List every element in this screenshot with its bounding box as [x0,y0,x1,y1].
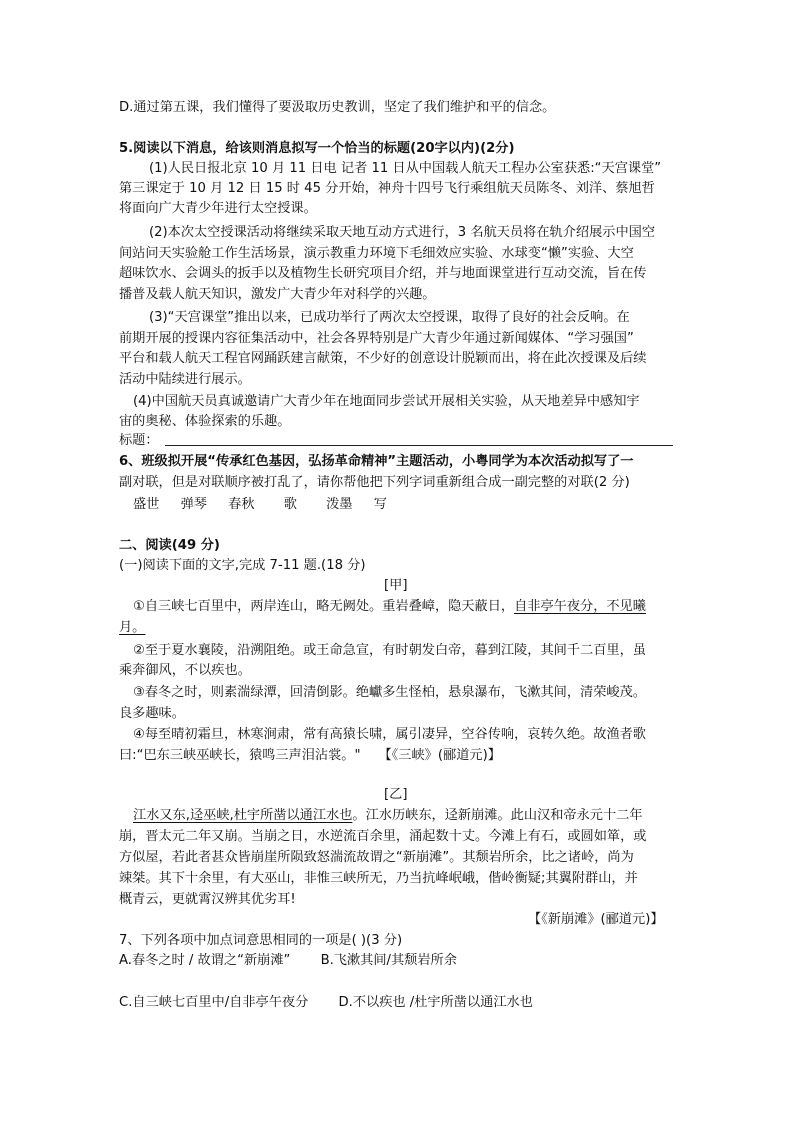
q5-title-label: 标题： [119,433,159,448]
q5-prompt: 5.阅读以下消息，给该则消息拟写一个恰当的标题(20字以内)(2分) [119,141,515,156]
passage-yi-line: 方似屋，若此者甚众皆崩崖所陨致怒湍流故谓之“新崩滩”。其颓岩所余，比之诸岭，尚为 [119,850,634,865]
q4-option-d: D.通过第五课，我们懂得了要汲取历史教训，坚定了我们维护和平的信念。 [119,100,556,115]
passage-yi-source: 【《新崩滩》(郦道元)】 [528,912,664,927]
passage-jia-source: 【《三峡》(郦道元)】 [378,748,501,763]
q5-p1-line: (1)人民日报北京 10 月 11 日电 记者 11 日从中国载人航天工程办公室获悉:“天宫课堂” [149,161,662,176]
q5-p4-line: (4)中国航天员真诚邀请广大青少年在地面同步尝试开展相关实验，从天地差异中感知宇 [133,394,640,409]
section-subheading: (一)阅读下面的文字,完成 7-11 题.(18 分) [119,558,366,573]
q5-p1-line: 第三课定于 10 月 12 日 15 时 45 分开始，神舟十四号飞行乘组航天员陈冬、刘洋、蔡旭哲 [119,181,655,196]
q5-p2-line: (2)本次太空授课活动将继续采取天地互动方式进行，3 名航天员将在轨介绍展示中国空 [149,225,656,240]
passage-yi-line: 江水又东,迳巫峡,杜宇所凿以通江水也。江水历峡东，迳新崩滩。此山汉和帝永元十二年 [133,808,643,823]
passage-yi-line: 竦桀。其下十余里，有大巫山，非惟三峡所无，乃当抗峰岷峨，偕岭衡疑;其翼附群山，并 [119,871,638,886]
section-heading: 二、阅读(49 分) [119,538,220,553]
q7-option-c[interactable]: C.自三峡七百里中/自非亭午夜分 [119,995,309,1010]
q7-options-cd [119,995,533,1011]
q7-prompt: 7、下列各项中加点词意思相同的一项是( )(3 分) [119,933,403,948]
couplet-word: 写 [373,497,387,512]
q5-p3-line: 活动中陆续进行展示。 [119,372,251,387]
passage-jia-p2: ②至于夏水襄陵，沿溯阻绝。或王命急宣，有时朝发白帝，暮到江陵，其间千二百里，虽 [133,643,646,658]
couplet-word: 泼墨 [326,497,353,512]
couplet-word: 盛世 [133,497,160,512]
passage-jia-p3: ③春冬之时，则素湍绿潭，回清倒影。绝巘多生怪柏，悬泉瀑布，飞漱其间，清荣峻茂。 [133,685,646,700]
q5-p1-line: 将面向广大青少年进行太空授课。 [119,201,317,216]
passage-jia-p1: ①自三峡七百里中，两岸连山，略无阙处。重岩叠嶂，隐天蔽日，自非亭午夜分，不见曦 [133,599,646,614]
passage-yi-label: [乙] [384,787,408,802]
couplet-word: 弹琴 [180,497,207,512]
passage-jia-label: [甲] [384,578,408,593]
passage-yi-line: 崩，晋太元二年又崩。当崩之日，水逆流百余里，涌起数十丈。今滩上有石，或圆如箪，或 [119,829,647,844]
couplet-word: 歌 [283,497,297,512]
q5-p2-line: 超味饮水、会调头的扳手以及植物生长研究项目介绍，并与地面课堂进行互动交流，旨在传 [119,266,647,281]
passage-jia-p3: 良多趣味。 [119,706,185,721]
couplet-word: 春秋 [228,497,255,512]
q5-p3-line: 前期开展的授课内容征集活动中，社会各界特别是广大青少年通过新闻媒体、“学习强国” [119,331,634,346]
q5-title-answer-line[interactable] [165,445,673,446]
passage-jia-p4: ④每至晴初霜旦，林寒涧肃，常有高猿长啸，属引凄异，空谷传响，哀转久绝。故渔者歌 [133,727,646,742]
passage-yi-line: 概青云，更就霄汉辨其优劣耳! [119,892,296,907]
q7-options-ab [119,953,457,969]
q7-option-a[interactable]: A.春冬之时 / 故谓之“新崩滩” [119,953,291,968]
q7-option-b[interactable]: B.飞漱其间/其颓岩所余 [320,953,457,968]
q5-p3-line: (3)“天宫课堂”推出以来，已成功举行了两次太空授课，取得了良好的社会反响。在 [149,310,630,325]
q7-option-d[interactable]: D.不以疾也 /杜宇所凿以通江水也 [338,995,533,1010]
passage-jia-p4: 曰:“巴东三峡巫峡长，猿鸣三声泪沾裳。" 【《三峡》(郦道元)】 [119,748,501,763]
q6-prompt-line: 6、班级拟开展“传承红色基因，弘扬革命精神”主题活动，小粤同学为本次活动拟写了一 [119,454,634,469]
q6-prompt-line: 副对联，但是对联顺序被打乱了，请你帮他把下列字词重新组合成一副完整的对联(2 分) [119,475,630,490]
underlined-sentence: 江水又东,迳巫峡,杜宇所凿以通江水也 [133,808,353,823]
q5-p3-line: 平台和载人航天工程官网踊跃建言献策，不少好的创意设计脱颖而出，将在此次授课及后续 [119,351,647,366]
q5-p2-line: 播普及载人航天知识，激发广大青少年对科学的兴趣。 [119,287,436,302]
q5-p4-line: 宙的奥秘、体验探索的乐趣。 [119,414,291,429]
passage-jia-p1-cont: 月。 [119,620,146,635]
passage-jia-p2: 乘奔御风，不以疾也。 [119,663,251,678]
q6-words [133,497,387,513]
q5-p2-line: 间站问天实验舱工作生活场景，演示教重力环境下毛细效应实验、水球变“懒”实验、大空 [119,246,634,261]
underlined-sentence: 自非亭午夜分，不见曦 [514,599,646,614]
